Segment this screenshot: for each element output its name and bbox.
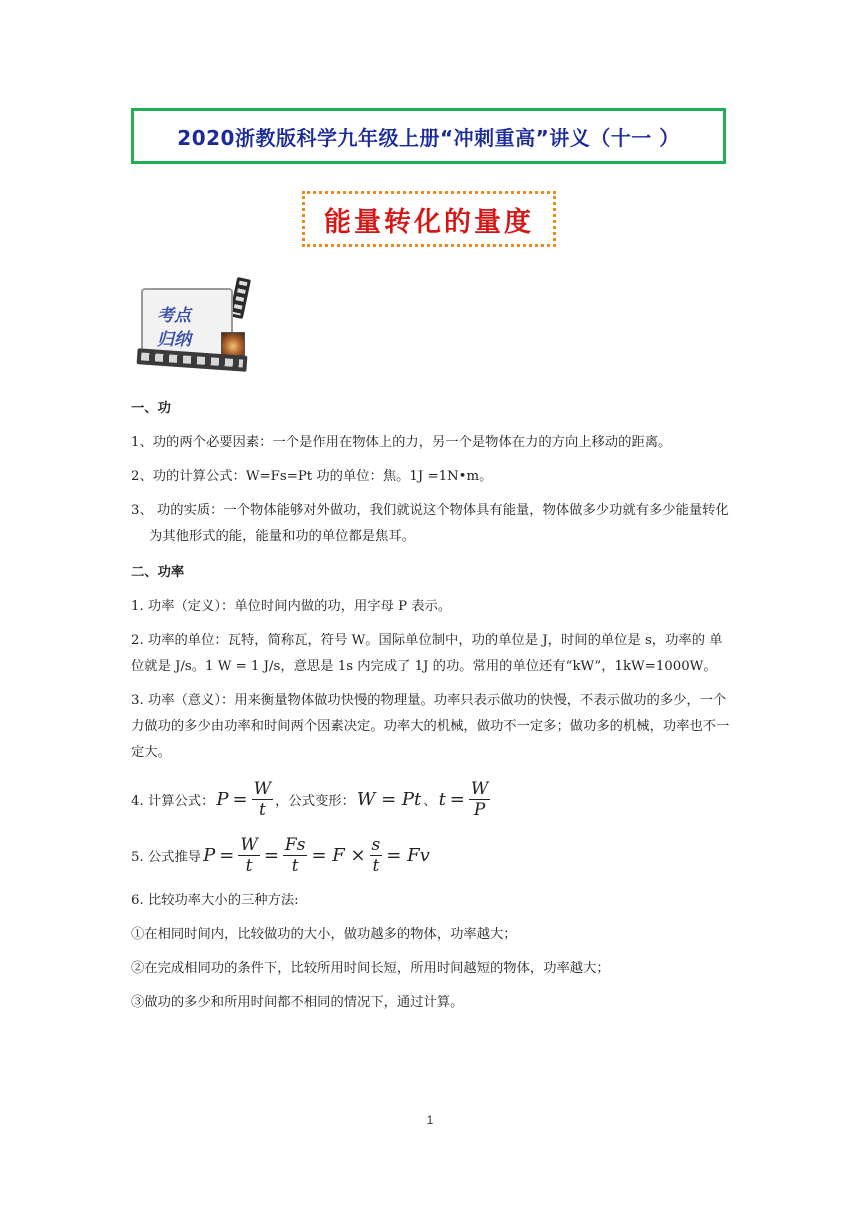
work-point-2: 2、功的计算公式：W=Fs=Pt 功的单位：焦。1J =1N•m。 [131, 469, 493, 484]
fraction-w-over-p: $\frac{W}{P}$ [470, 778, 489, 820]
derivation-label: 5. 公式推导 [131, 849, 202, 865]
main-content [131, 396, 733, 1016]
power-derivation-line [131, 832, 733, 878]
equals-sign: = [232, 788, 248, 810]
fraction-w-over-t: $\frac{W}{t}$ [240, 834, 258, 876]
sunset-photo-icon [221, 332, 245, 356]
key-points-logo [133, 278, 251, 370]
logo-text [157, 304, 217, 352]
formula-symbol-t: t [438, 788, 446, 810]
logo-card [141, 288, 233, 356]
symbol-p: P [203, 844, 216, 866]
power-formula-line [131, 776, 733, 822]
equals-f-times: = F × [311, 844, 366, 866]
logo-text-line1: 考点 [157, 306, 191, 326]
power-point-2: 2. 功率的单位：瓦特，简称瓦，符号 W。国际单位制中，功的单位是 J，时间的单位是 s，功率的 单位就是 J/s。1 W = 1 J/s，意思是 1s 内完成了 1J 的功。常用的单位还有“kW”，1kW=1000W。 [131, 633, 723, 674]
page-number: 1 [426, 1113, 434, 1127]
formula-symbol-p: P [216, 788, 229, 810]
method-1: ①在相同时间内，比较做功的大小，做功越多的物体，功率越大； [131, 927, 517, 942]
work-point-1: 1、功的两个必要因素：一个是作用在物体上的力，另一个是物体在力的方向上移动的距离。 [131, 435, 672, 450]
logo-text-line2: 归纳 [157, 330, 191, 350]
fraction-w-over-t: $\frac{W}{t}$ [253, 778, 272, 820]
formula-label: 4. 计算公式： [131, 793, 215, 809]
method-3: ③做功的多少和所用时间都不相同的情况下，通过计算。 [131, 995, 464, 1010]
power-point-6: 6. 比较功率大小的三种方法: [131, 893, 299, 908]
lesson-title-box [302, 191, 556, 247]
power-point-3: 3. 功率（意义）：用来衡量物体做功快慢的物理量。功率只表示做功的快慢，不表示做功的多少，一个力做功的多少由功率和时间两个因素决定。功率大的机械，做功不一定多；做功多的机械，功率也不一定大。 [131, 693, 730, 760]
document-title-box [131, 108, 726, 164]
section-heading-power: 二、功率 [131, 565, 185, 580]
equals-sign: = [219, 844, 235, 866]
work-point-3: 3、 功的实质：一个物体能够对外做功，我们就说这个物体具有能量，物体做多少功就有多少能量转化为其他形式的能，能量和功的单位都是焦耳。 [131, 503, 729, 544]
equals-sign: = [263, 844, 279, 866]
equals-sign: = [449, 788, 465, 810]
section-heading-work: 一、功 [131, 401, 171, 416]
formula-separator: 、 [423, 793, 437, 809]
equals-fv: = Fv [386, 844, 430, 866]
fraction-s-over-t: $\frac{s}{t}$ [371, 834, 381, 876]
formula-variant-label: ，公式变形： [275, 793, 355, 809]
power-point-1: 1. 功率（定义）：单位时间内做的功，用字母 P 表示。 [131, 599, 452, 614]
fraction-fs-over-t: $\frac{Fs}{t}$ [284, 834, 306, 876]
method-2: ②在完成相同功的条件下，比较所用时间长短，所用时间越短的物体，功率越大； [131, 961, 610, 976]
document-title: 2020浙教版科学九年级上册“冲刺重高”讲义（十一 ） [177, 125, 680, 150]
formula-w-equals-pt: W = Pt [356, 788, 422, 810]
lesson-title: 能量转化的量度 [324, 206, 534, 238]
